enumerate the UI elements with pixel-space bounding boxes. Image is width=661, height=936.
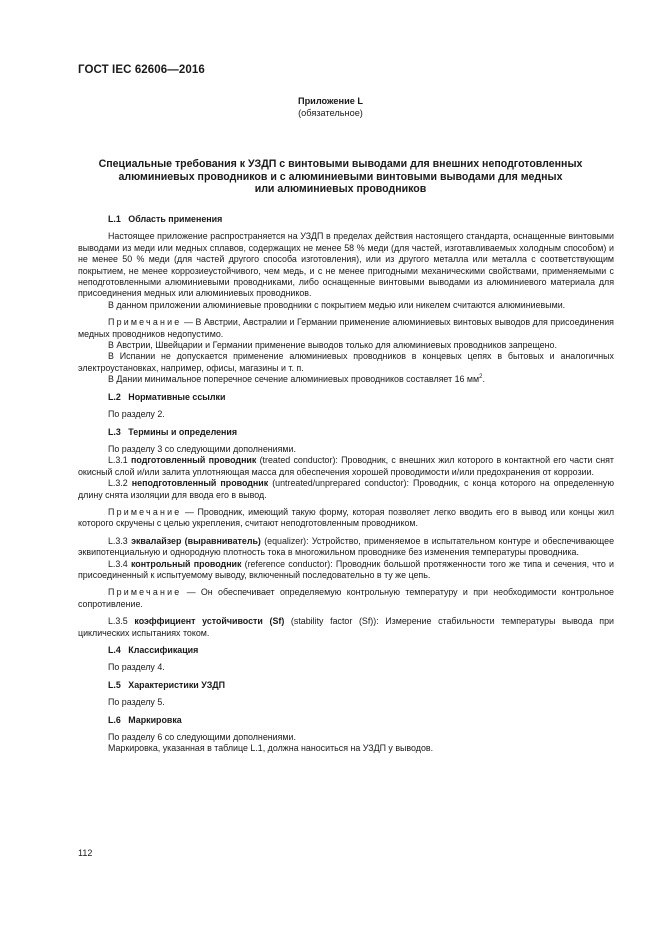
document-header: ГОСТ IEC 62606—2016 [78,64,205,76]
term-number: L.3.5 [108,616,128,627]
section-heading [108,427,614,438]
section-heading [108,680,614,691]
term-name: эквалайзер (выравниватель) [131,535,261,546]
section-heading [108,392,614,403]
term-number: L.3.1 [108,455,128,466]
section-heading [108,645,614,656]
note [78,507,614,530]
section-number: L.1 [108,214,121,224]
section-number: L.4 [108,645,121,655]
annex-status: (обязательное) [298,108,363,118]
section-number: L.6 [108,714,121,725]
term-text: (untreated/unprepared conductor): Проводник, с конца которого на определенную длину снята изоляции для ввода его в вывод. [78,478,615,500]
section-title: Маркировка [128,714,182,725]
term-definition [78,559,614,582]
section-title: Характеристики УЗДП [128,679,225,690]
paragraph: Маркировка, указанная в таблице L.1, должна наноситься на УЗДП у выводов. [108,743,434,754]
paragraph [78,374,614,385]
paragraph: В данном приложении алюминиевые проводники с покрытием медью или никелем считаются алюминиевыми. [108,299,566,310]
term-definition [78,455,614,478]
page-number: 112 [78,848,93,858]
term-number: L.3.2 [108,478,128,489]
section-number: L.2 [108,391,121,402]
annex-title: Приложение L [297,96,364,106]
paragraph: По разделу 4. [108,662,165,673]
note-text: — Проводник, имеющий такую форму, которая позволяет легко вводить его в вывод или концы жил которого скручены с целью укрепления, считают неподготовленным проводником. [78,506,614,529]
term-text: (equalizer): Устройство, применяемое в испытательном контуре и обеспечивающее эквипотенциальную и однородную плотность тока в многожильном проводнике без изменения температуры проводника. [78,535,615,558]
term-definition [78,478,614,501]
section-number: L.5 [108,679,121,690]
main-title-line: алюминиевых проводников и с алюминиевыми винтовыми выводами для медных [118,170,563,183]
term-name: контрольный проводник [130,558,242,569]
paragraph: По разделу 6 со следующими дополнениями. [108,732,296,743]
main-title [60,158,621,196]
note-text: — Он обеспечивает определяемую контрольную температуру и при необходимости контрольное сопротивление. [78,587,614,609]
section-title: Нормативные ссылки [128,391,226,402]
section-heading [108,715,614,726]
paragraph: Настоящее приложение распространяется на УЗДП в пределах действия настоящего стандарта, оснащенные винтовыми выводами из меди или медных сплавов, содержащих не менее 58 % меди (для частей, изготавливаемых холодным способом) и не менее 50 % меди (для частей другого способа изготовления), или из другого металла или металла с соответствующим покрытием, не менее коррозиеустойчивого, чем медь, и с не менее пригодными механическими свойствами, применяемыми с неподготовленными алюминиевыми проводниками, либо оснащенные винтовыми выводами из алюминиевого материала для присоединения медных или алюминиевых проводников. [78,231,614,299]
document-body [78,214,614,755]
paragraph: В Испании не допускается применение алюминиевых проводников в концевых цепях в бытовых и аналогичных электроустановках, например, офисы, магазины и т. п. [78,351,614,373]
term-text: (reference conductor): Проводник большой протяженности того же типа и сечения, что и присоединенный к испытуемому выводу, включенный последовательно в ту же цепь. [78,558,614,580]
section-number: L.3 [108,426,121,437]
note-text: — В Австрии, Австралии и Германии применение алюминиевых винтовых выводов для присоединения медных проводников недопустимо. [78,317,614,339]
superscript: 2 [479,374,483,381]
term-text: (treated conductor): Проводник, с внешних жил которого в контактной его части снят окисный слой и/или залита уплотняющая масса для обеспечения хорошей проводимости и/или предохранения от коррозии. [78,455,614,477]
main-title-line: Специальные требования к УЗДП с винтовыми выводами для внешних неподготовленных [98,158,583,170]
section-title: Классификация [128,645,199,655]
paragraph: По разделу 5. [108,697,165,708]
term-definition [78,616,614,639]
note-label: Примечание [108,506,182,517]
paragraph-text: В Дании минимальное поперечное сечение алюминиевых проводников составляет 16 мм [108,374,480,385]
paragraph: По разделу 2. [108,409,165,420]
term-name: коэффициент устойчивости (Sf) [134,616,285,627]
section-title: Область применения [128,214,223,224]
note [78,587,614,610]
paragraph: В Австрии, Швейцарии и Германии применение выводов только для алюминиевых проводников запрещено. [108,340,557,351]
term-name: подготовленный проводник [131,455,257,466]
note [78,317,614,340]
term-name: неподготовленный проводник [131,478,269,489]
term-definition [78,536,614,559]
paragraph-end: . [482,374,485,385]
note-label: Примечание [108,317,182,328]
section-title: Термины и определения [128,426,238,437]
term-number: L.3.4 [108,558,128,569]
main-title-line: или алюминиевых проводников [254,183,427,196]
note-label: Примечание [108,587,182,598]
term-text: (stability factor (Sf)): Измерение стабильности температуры вывода при циклических испытаниях током. [78,616,614,638]
paragraph: По разделу 3 со следующими дополнениями. [108,443,296,454]
term-number: L.3.3 [108,535,128,546]
section-heading [108,214,614,225]
